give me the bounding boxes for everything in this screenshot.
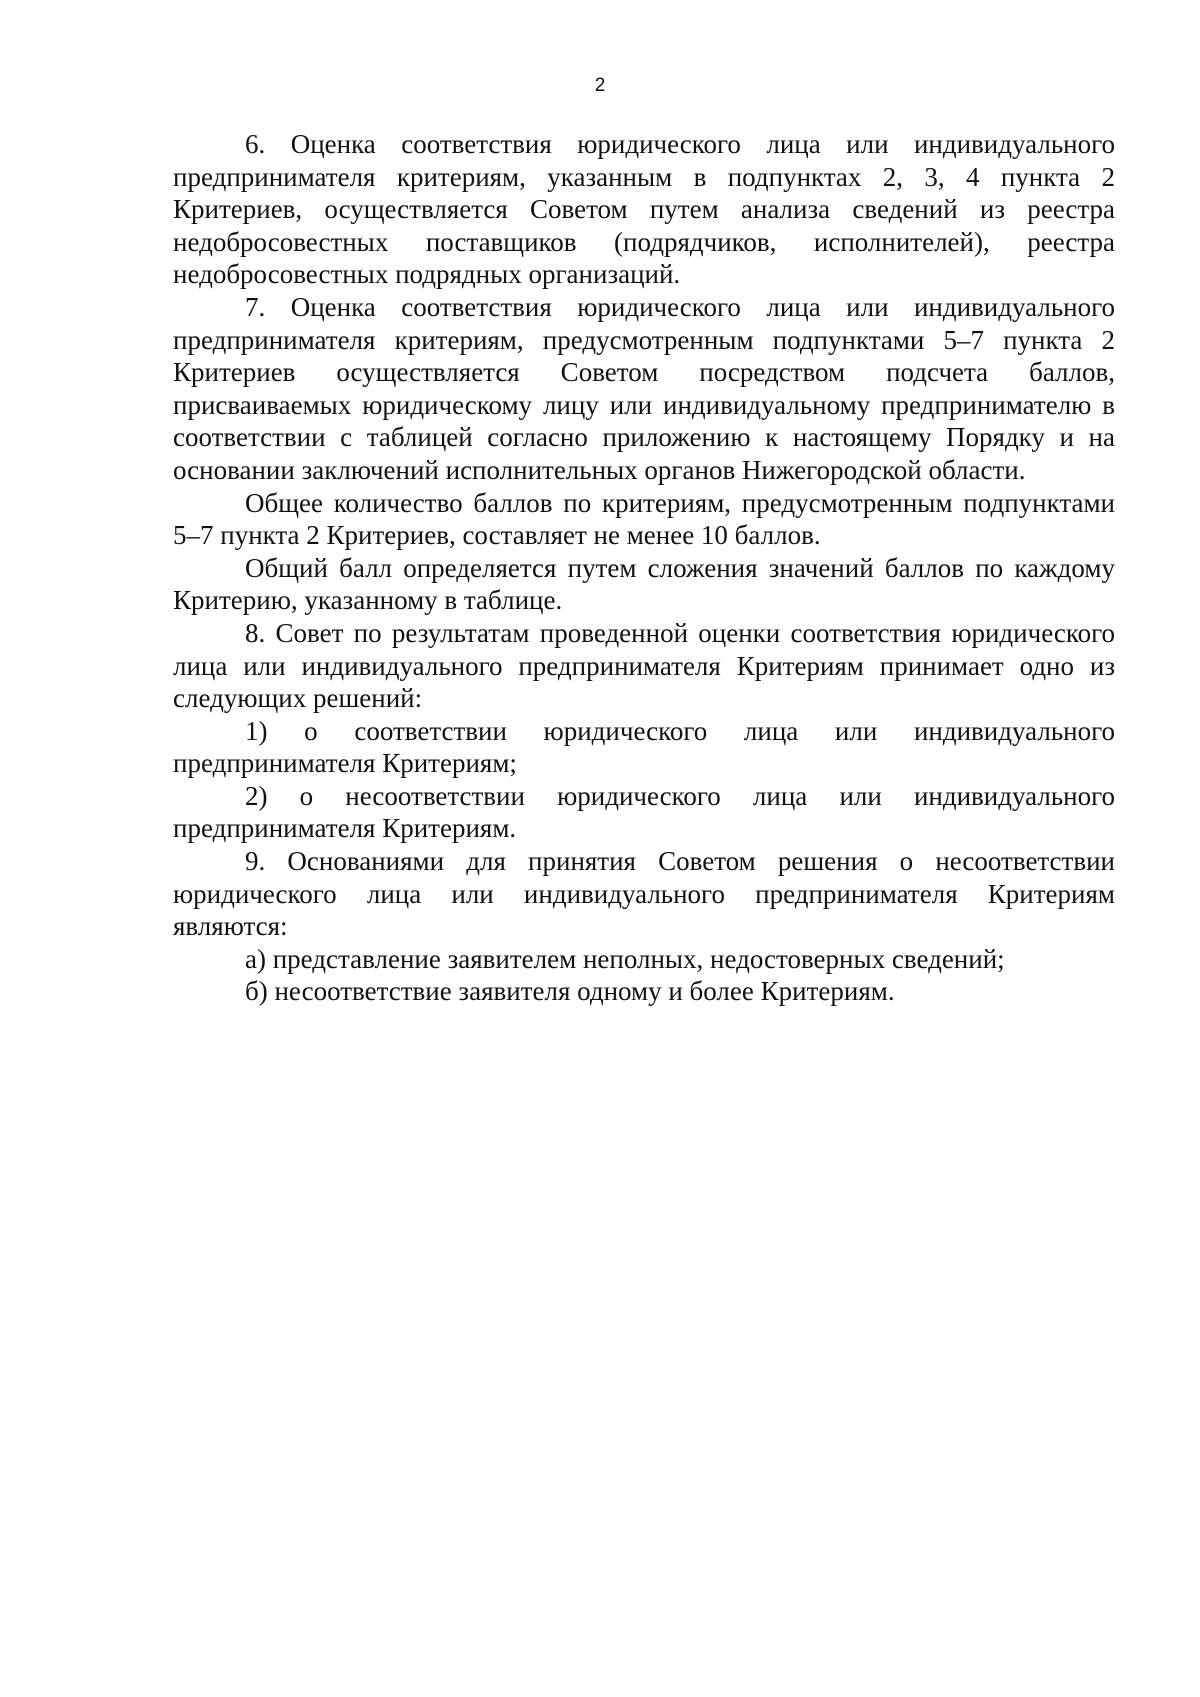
paragraph-score-calculation: Общий балл определяется путем сложения значений баллов по каждому Критерию, указанному в таблице. — [173, 552, 1115, 616]
ground-item-b: б) несоответствие заявителя одному и более Критериям. — [245, 976, 895, 1007]
paragraph-total-score: Общее количество баллов по критериям, предусмотренным подпунктами 5–7 пункта 2 Критериев, составляет не менее 10 баллов. — [173, 487, 1115, 551]
paragraph-7: 7. Оценка соответствия юридического лица или индивидуального предпринимателя критериям, предусмотренным подпунктами 5–7 пункта 2 Критериев осуществляется Советом посредством подсчета баллов, присваиваемых юридическому лицу или индивидуальному предпринимателю в соответствии с таблицей согласно приложению к настоящему Порядку и на основании заключений исполнительных органов Нижегородской области. — [173, 291, 1115, 485]
page-number: 2 — [594, 75, 606, 96]
decision-item-1: 1) о соответствии юридического лица или индивидуального предпринимателя Критериям; — [173, 715, 1115, 779]
paragraph-9: 9. Основаниями для принятия Советом решения о несоответствии юридического лица или индивидуального предпринимателя Критериям являются: — [173, 846, 1115, 942]
paragraph-8: 8. Совет по результатам проведенной оценки соответствия юридического лица или индивидуального предпринимателя Критериям принимает одно из следующих решений: — [173, 617, 1115, 714]
document-body — [173, 128, 1115, 1008]
decision-item-2: 2) о несоответствии юридического лица или индивидуального предпринимателя Критериям. — [173, 780, 1115, 844]
ground-item-a: а) представление заявителем неполных, недостоверных сведений; — [245, 943, 1005, 974]
paragraph-6: 6. Оценка соответствия юридического лица или индивидуального предпринимателя критериям, указанным в подпунктах 2, 3, 4 пункта 2 Критериев, осуществляется Советом путем анализа сведений из реестра недобросовестных поставщиков (подрядчиков, исполнителей), реестра недобросовестных подрядных организаций. — [173, 129, 1115, 290]
